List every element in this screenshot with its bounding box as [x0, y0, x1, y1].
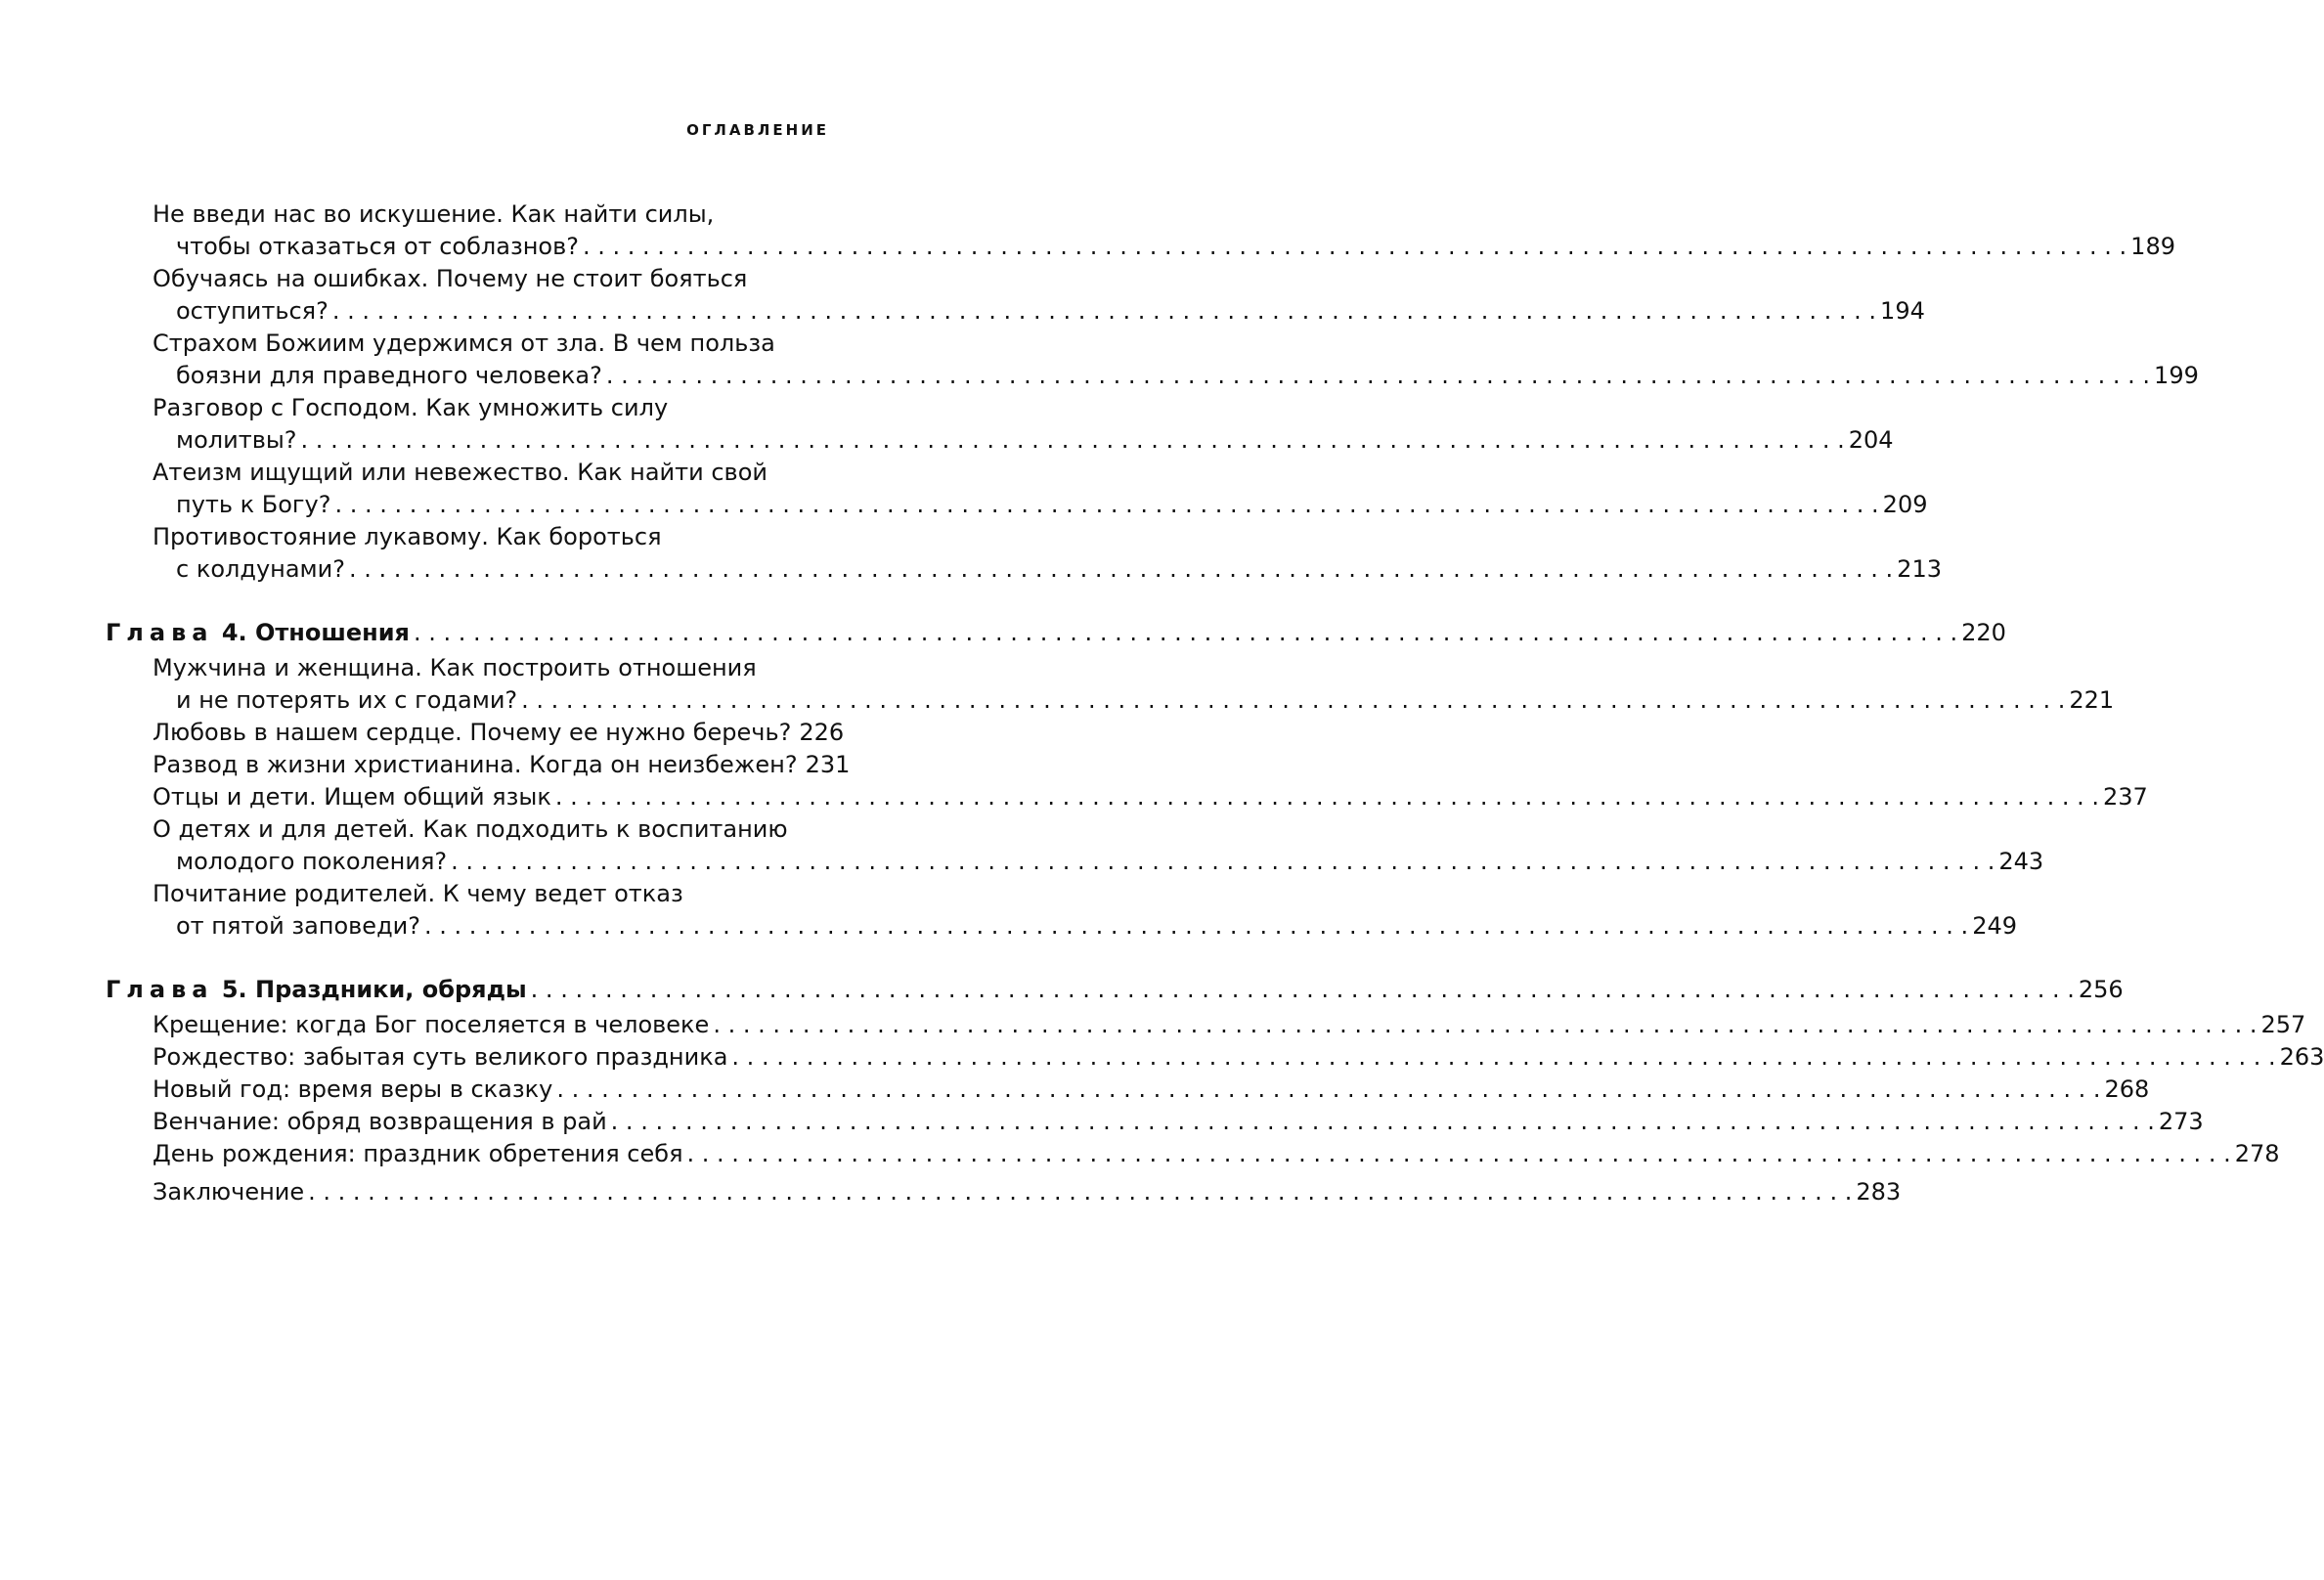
toc-entry-title: Не введи нас во искушение. Как найти силы, — [153, 200, 715, 228]
toc-entry-title-cont: и не потерять их с годами? — [176, 686, 518, 714]
dot-leader — [731, 1041, 2275, 1074]
toc-entry[interactable] — [153, 781, 2148, 813]
toc-section-3 — [153, 1009, 2324, 1208]
toc-entry-title-cont: молодого поколения? — [176, 848, 448, 875]
toc-page-number: 231 — [805, 751, 851, 778]
dot-leader — [555, 781, 2099, 813]
chapter-prefix: Глава — [106, 976, 214, 1003]
dot-leader — [583, 231, 2127, 263]
toc-entry[interactable] — [153, 263, 1925, 328]
toc-page-number: 257 — [2260, 1011, 2306, 1038]
dot-leader — [451, 846, 1995, 878]
toc-entry-title-cont: от пятой заповеди? — [176, 912, 420, 940]
dot-leader — [713, 1009, 2257, 1041]
toc-entry[interactable] — [153, 1009, 2306, 1041]
toc-page-number: 220 — [1961, 619, 2006, 646]
toc-page-number: 189 — [2130, 233, 2175, 260]
toc-entry[interactable] — [153, 392, 1894, 457]
toc-entry-title: Почитание родителей. К чему ведет отказ — [153, 880, 683, 907]
dot-leader — [531, 974, 2075, 1006]
toc-section-1 — [153, 198, 2199, 586]
dot-leader — [349, 553, 1893, 586]
toc-entry-title-cont: молитвы? — [176, 426, 297, 454]
toc-entry-title-cont: чтобы отказаться от соблазнов? — [176, 233, 579, 260]
toc-entry-title: Разговор с Господом. Как умножить силу — [153, 394, 669, 421]
toc-entry-title: Мужчина и женщина. Как построить отношения — [153, 654, 757, 681]
dot-leader — [606, 360, 2150, 392]
toc-entry-title-cont: с колдунами? — [176, 555, 345, 583]
chapter-prefix: Глава — [106, 619, 214, 646]
toc-entry[interactable] — [153, 328, 2199, 392]
running-header: ОГЛАВЛЕНИЕ — [686, 121, 829, 139]
toc-page-number: 199 — [2154, 362, 2199, 389]
toc-entry-title: Венчание: обряд возвращения в рай — [153, 1108, 607, 1135]
table-of-contents — [106, 198, 2324, 1208]
toc-entry[interactable] — [153, 1074, 2150, 1106]
toc-entry-title: Страхом Божиим удержимся от зла. В чем польза — [153, 329, 775, 357]
chapter-5-heading[interactable] — [106, 974, 2124, 1006]
dot-leader — [687, 1138, 2231, 1170]
toc-page-number: 268 — [2104, 1075, 2150, 1103]
toc-page-number: 273 — [2158, 1108, 2204, 1135]
toc-entry-title: День рождения: праздник обретения себя — [153, 1140, 683, 1167]
toc-page-number: 221 — [2069, 686, 2115, 714]
dot-leader — [301, 424, 1845, 457]
dot-leader — [556, 1074, 2100, 1106]
toc-entry-title: Крещение: когда Бог поселяется в человеке — [153, 1011, 710, 1038]
toc-page-number: 204 — [1848, 426, 1894, 454]
toc-entry[interactable] — [153, 652, 2115, 717]
toc-entry[interactable] — [153, 717, 845, 749]
toc-page-number: 226 — [799, 719, 845, 746]
toc-entry-title: Заключение — [153, 1178, 305, 1206]
dot-leader — [334, 489, 1878, 521]
toc-page-number: 256 — [2078, 976, 2124, 1003]
toc-entry-title: Атеизм ищущий или невежество. Как найти свой — [153, 459, 767, 486]
toc-page-number: 243 — [1998, 848, 2044, 875]
toc-entry[interactable] — [153, 749, 851, 781]
toc-entry-title: Любовь в нашем сердце. Почему ее нужно беречь? — [153, 719, 792, 746]
toc-section-2 — [153, 652, 2148, 943]
toc-entry-title: Развод в жизни христианина. Когда он неизбежен? — [153, 751, 798, 778]
toc-page-number: 237 — [2103, 783, 2148, 811]
dot-leader — [308, 1176, 1852, 1208]
toc-entry[interactable] — [153, 521, 1942, 586]
toc-entry[interactable] — [153, 1138, 2280, 1170]
toc-page-number: 194 — [1880, 297, 1925, 325]
dot-leader — [611, 1106, 2155, 1138]
toc-entry-conclusion[interactable] — [153, 1176, 1902, 1208]
toc-page-number: 263 — [2279, 1043, 2324, 1071]
toc-entry-title: Обучаясь на ошибках. Почему не стоит бояться — [153, 265, 748, 292]
dot-leader — [414, 617, 1957, 649]
toc-page-number: 278 — [2234, 1140, 2280, 1167]
toc-page-number: 209 — [1882, 491, 1928, 518]
dot-leader — [521, 684, 2065, 717]
chapter-title: 4. Отношения — [221, 619, 410, 646]
toc-entry[interactable] — [153, 457, 1928, 521]
toc-entry[interactable] — [153, 878, 2017, 943]
toc-page-number: 213 — [1897, 555, 1942, 583]
toc-entry-title: Рождество: забытая суть великого праздника — [153, 1043, 728, 1071]
toc-entry-title-cont: оступиться? — [176, 297, 329, 325]
toc-entry-title: О детях и для детей. Как подходить к воспитанию — [153, 815, 788, 843]
toc-entry-title: Новый год: время веры в сказку — [153, 1075, 553, 1103]
chapter-title: 5. Праздники, обряды — [221, 976, 527, 1003]
toc-entry-title: Отцы и дети. Ищем общий язык — [153, 783, 551, 811]
toc-entry[interactable] — [153, 1106, 2204, 1138]
dot-leader — [424, 910, 1968, 943]
toc-page-number: 283 — [1856, 1178, 1902, 1206]
dot-leader — [332, 295, 1876, 328]
toc-entry-title: Противостояние лукавому. Как бороться — [153, 523, 662, 550]
toc-entry[interactable] — [153, 813, 2044, 878]
chapter-4-heading[interactable] — [106, 617, 2006, 649]
toc-page-number: 249 — [1972, 912, 2017, 940]
toc-entry[interactable] — [153, 1041, 2324, 1074]
toc-entry-title-cont: боязни для праведного человека? — [176, 362, 602, 389]
toc-entry[interactable] — [153, 198, 2175, 263]
toc-entry-title-cont: путь к Богу? — [176, 491, 331, 518]
